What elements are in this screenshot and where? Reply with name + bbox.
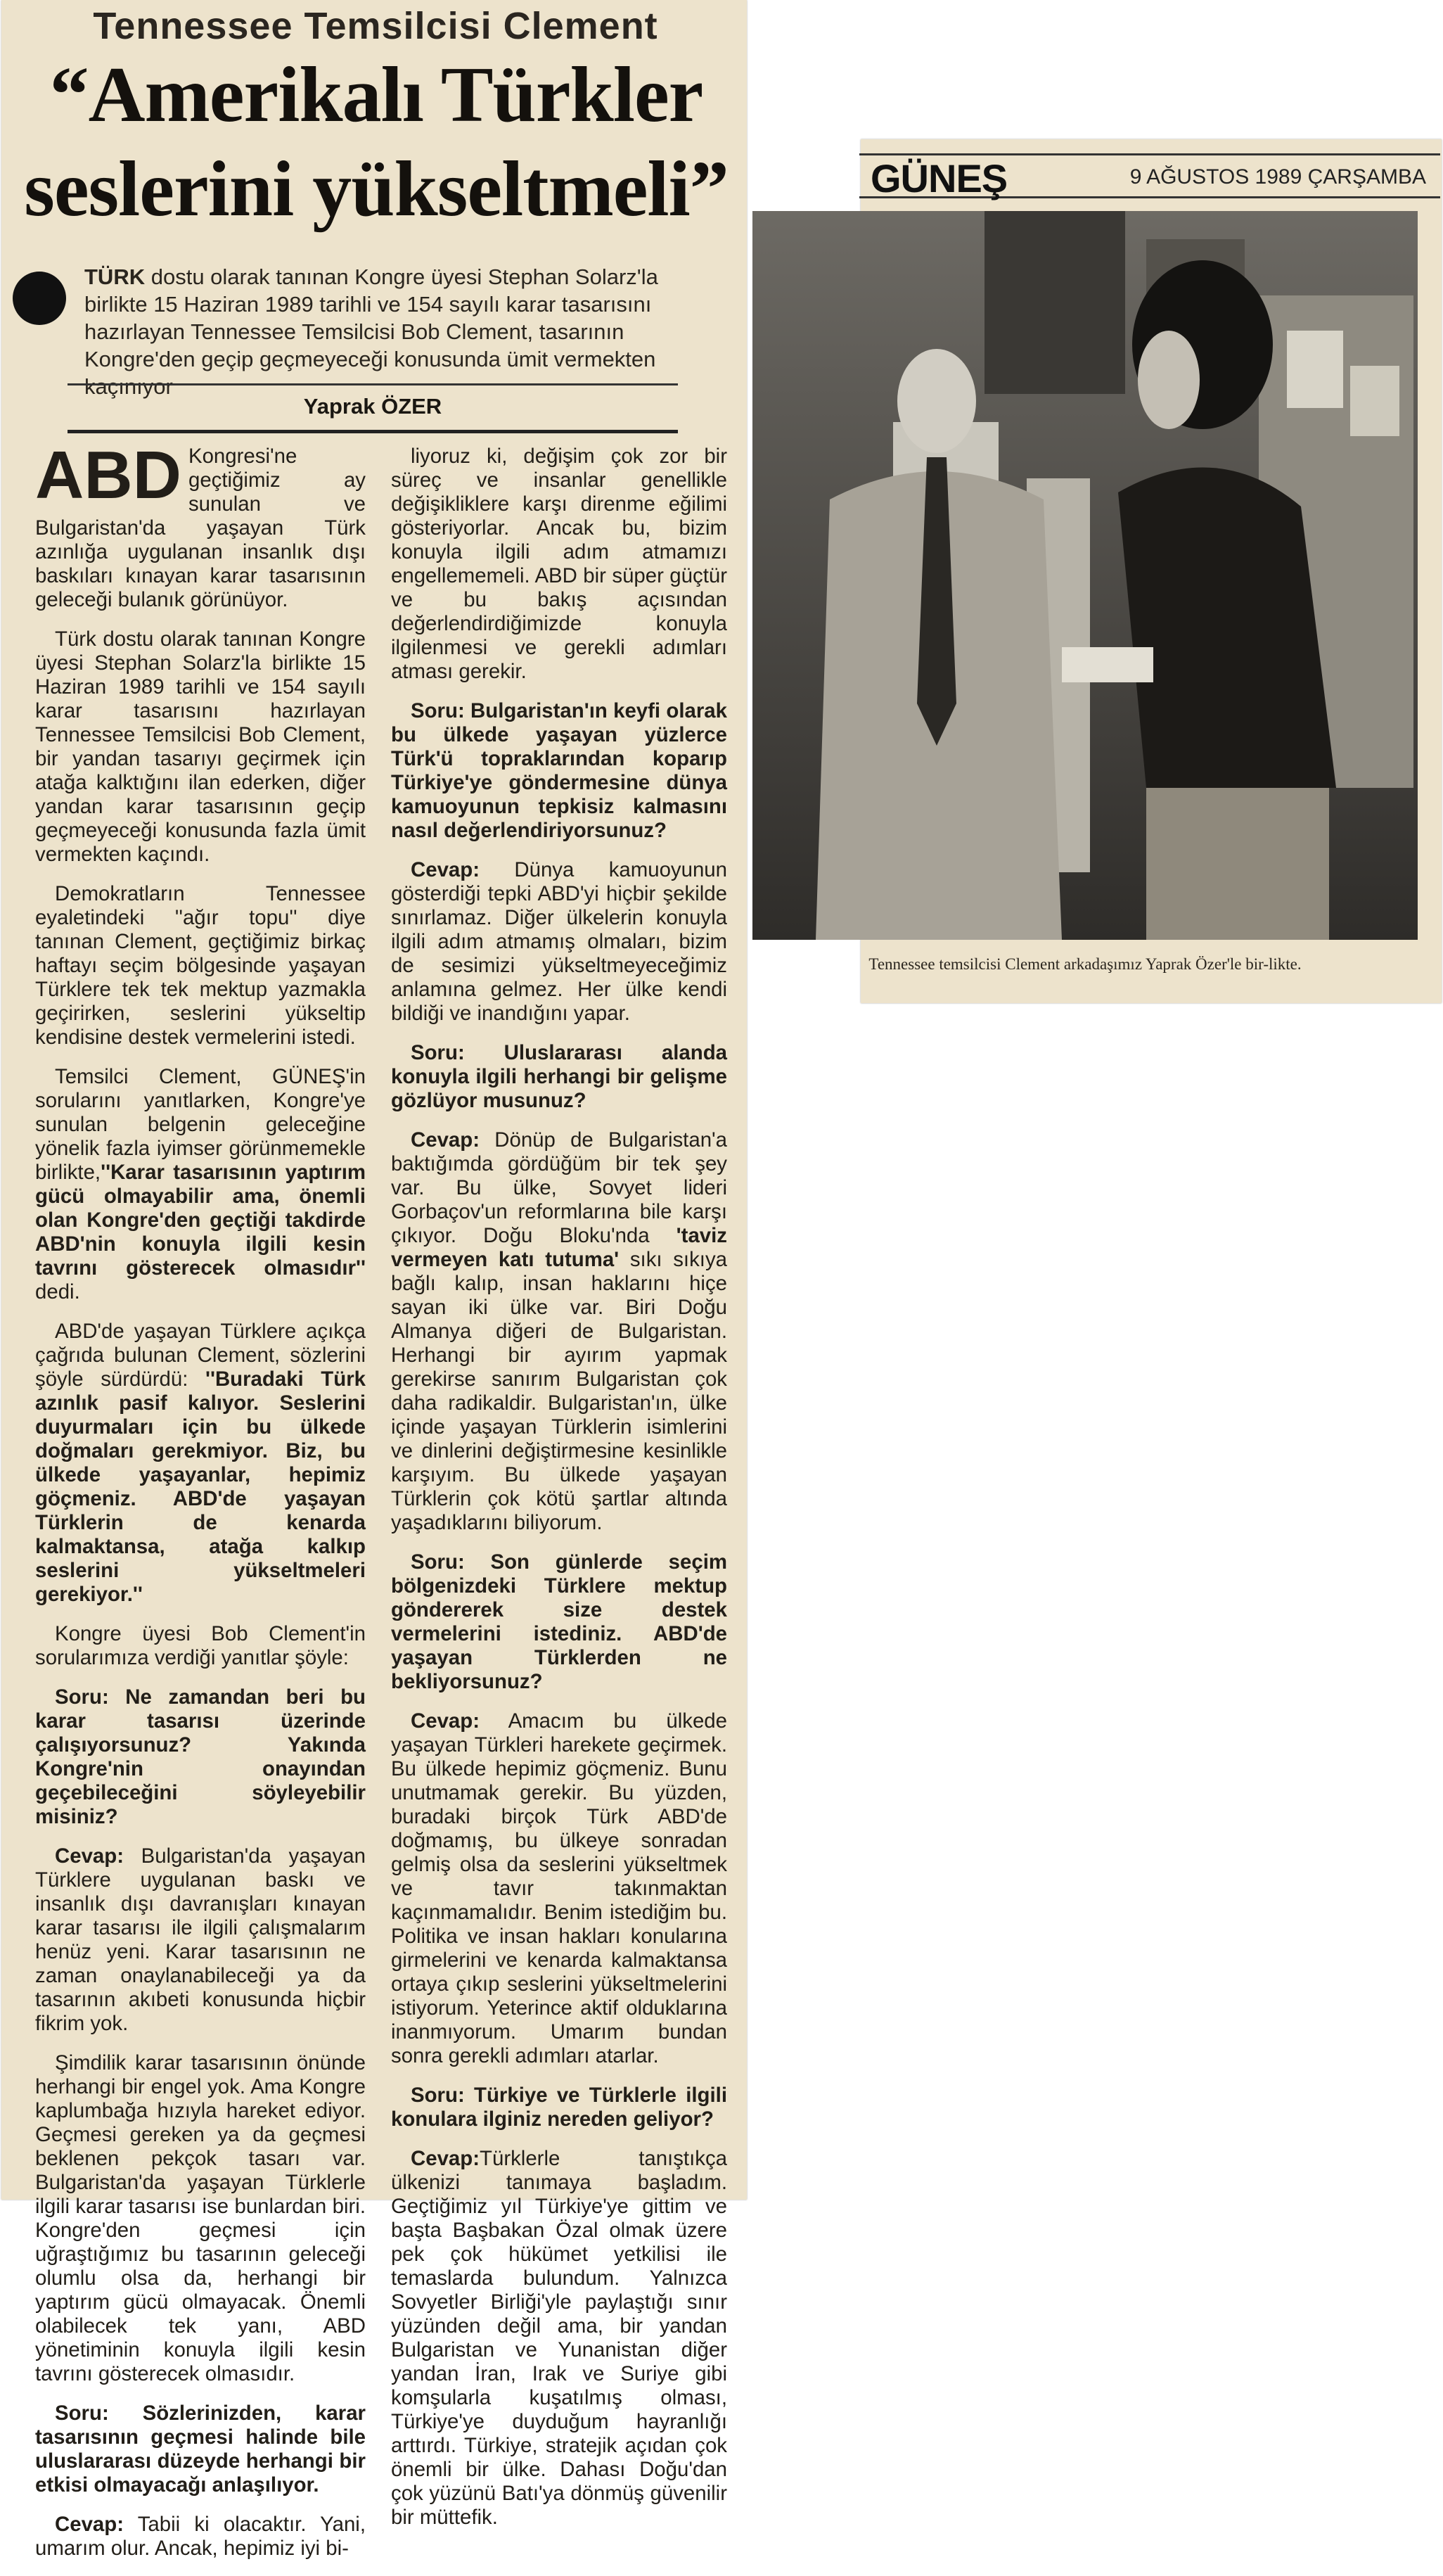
quote-text: ''Karar tasarısının yaptırım gücü olmayabilir ama, önemli olan Kongre'den geçtiği takdirde ABD'nin konuyla ilgili kesin tavrını gösterecek olmasıdır'' [35, 1161, 366, 1280]
question-paragraph [391, 1041, 727, 1113]
paragraph-text: Amacım bu ülkede yaşayan Türkleri harekete geçirmek. Bu ülkede hepimiz göçmeniz. Bunu unutmamak gerekir. Bu yüzden, buradaki birçok Türk ABD'de doğmamış, bu ülkeye sonradan gelmiş olsa da seslerini yükseltmek ve tavır takınmaktan kaçınmamalıdır. Benim istediğim bu. Politika ve insan hakları konularına girmelerini ve kenarda kalmaktansa ortaya çıkıp seslerini yükseltmelerini istiyorum. Yeterince aktif olduklarına inanmıyorum. Umarım bundan sonra gerekli adımları atarlar. [391, 1709, 727, 2067]
quote-text: 'taviz vermeyen katı tutuma' [391, 1224, 727, 1271]
article-paragraph [35, 1320, 366, 1607]
lead-paragraph [84, 263, 682, 400]
newspaper-masthead [859, 153, 1440, 198]
newspaper-logo: GÜNEŞ [871, 156, 1008, 200]
book-cover [1350, 366, 1399, 436]
paragraph-text: Kongresi'ne geçtiğimiz ay sunulan ve Bulgaristan'da yaşayan Türk azınlığa uygulanan insanlık dışı baskıları kınayan karar tasarısının geleceği bulanık görünüyor. [35, 445, 366, 611]
kicker-headline: Tennessee Temsilcisi Clement [93, 5, 658, 47]
book-in-hand [1062, 647, 1153, 682]
headline-line-2: seslerini yükseltmeli” [24, 146, 729, 233]
question-text: Soru: Ne zamandan beri bu karar tasarısı üzerinde çalışıyorsunuz? Yakında Kongre'nin onayından geçebileceğini söyleyebilir misiniz? [35, 1685, 366, 1828]
paragraph-text: Türk dostu olarak tanınan Kongre üyesi Stephan Solarz'la birlikte 15 Haziran 1989 tarihli ve 154 sayılı karar tasarısını hazırlayan Tennessee Temsilcisi Bob Clement, bir yandan tasarıyı geçirmek için atağa kalktığını ilan ederken, diğer yandan karar tasarısının geçip geçmeyeceği konusunda fazla ümit vermekten kaçındı. [35, 627, 366, 866]
paragraph-text: Dönüp de Bulgaristan'a baktığımda gördüğüm bir tek şey var. Bu ülke, Sovyet lideri Gorbaçov'un reformlarına bile karşı çıkıyor. Doğu Bloku'nda [391, 1128, 727, 1247]
paragraph-text: dedi. [35, 1280, 80, 1303]
divider [68, 383, 678, 385]
article-paragraph [35, 882, 366, 1050]
answer-label: Cevap: [411, 1709, 480, 1733]
question-text: Soru: Sözlerinizden, karar tasarısının geçmesi halinde bile uluslararası düzeyde herhangi bir etkisi olmayacağı anlaşılıyor. [35, 2402, 366, 2497]
paragraph-text: ABD'de yaşayan Türklere açıkça çağrıda bulunan Clement, sözlerini şöyle sürdürdü: [35, 1320, 366, 1391]
question-paragraph [35, 1685, 366, 1829]
question-text: Soru: Bulgaristan'ın keyfi olarak bu ülkede yaşayan yüzlerce Türk'ü topraklarından koparıp Türkiye'ye göndermesine dünya kamuoyunun tepkisiz kalmasını nasıl değerlendiriyorsunuz? [391, 699, 727, 842]
photo-caption: Tennessee temsilcisi Clement arkadaşımız Yaprak Özer'le bir-likte. [868, 955, 1302, 973]
article-paragraph [391, 2147, 727, 2530]
article-paragraph [35, 2513, 366, 2561]
byline: Yaprak ÖZER [303, 394, 442, 419]
lead-text: dostu olarak tanınan Kongre üyesi Stephan Solarz'la birlikte 15 Haziran 1989 tarihli ve 154 sayılı karar tasarısını hazırlayan Tennessee Temsilcisi Bob Clement, tasarının Kongre'den geçip geçmeyeceği konusunda ümit vermekten kaçınıyor [84, 264, 658, 399]
answer-label: Cevap: [411, 858, 480, 881]
question-paragraph [391, 699, 727, 843]
woman-skirt [1146, 788, 1329, 940]
divider-thick [68, 430, 678, 433]
article-paragraph [35, 438, 366, 612]
article-paragraph [35, 1622, 366, 1670]
question-paragraph [391, 2084, 727, 2131]
main-headline [14, 48, 738, 236]
paragraph-text: Dünya kamuoyunun gösterdiği tepki ABD'yi hiçbir şekilde sınırlamaz. Diğer ülkelerin konuyla ilgili adım atmamış olmaları, bizim de sesimizi yükseltmeyeceğimiz anlamına gelmez. Her ülke kendi bildiği ve inandığını yapar. [391, 858, 727, 1025]
article-column-right [391, 445, 727, 2545]
paragraph-text: Şimdilik karar tasarısının önünde herhangi bir engel yok. Ama Kongre kaplumbağa hızıyla hareket ediyor. Geçmesi gereken ya da geçmesi beklenen pekçok tasarı var. Bulgaristan'da yaşayan Türklerle ilgili karar tasarısı ise bunlardan biri. Kongre'den geçmesi için uğraştığımız bu tasarının geleceği olumlu olsa da, herhangi bir yaptırım gücü olmayacak. Önemli olabilecek tek yanı, ABD yönetiminin konuyla ilgili kesin tavrını gösterecek olmasıdır. [35, 2051, 366, 2385]
paragraph-text: Temsilci Clement, GÜNEŞ'in sorularını yanıtlarken, Kongre'ye sunulan belgenin geleceğine yönelik fazla iyimser görünmemekle birlikte, [35, 1065, 366, 1184]
lead-first-word: TÜRK [84, 264, 146, 289]
article-paragraph [391, 445, 727, 684]
drop-cap: ABD [35, 438, 181, 513]
answer-label: Cevap: [55, 1844, 124, 1868]
article-paragraph [35, 1844, 366, 2036]
woman-face [1138, 331, 1200, 429]
man-head [897, 349, 976, 453]
headline-line-1: “Amerikalı Türkler [49, 51, 703, 139]
paragraph-text: sıkı sıkıya bağlı kalıp, insan haklarını hiçe sayan iki ülke var. Biri Doğu Almanya diğeri de Bulgaristan. Herhangi bir ayırım yapmak gerekirse sanırım Bulgaristan çok daha radikaldir. Bulgaristan'ın, ülke içinde yaşayan Türklerin isimlerini ve dinlerini değiştirmesine kesinlikle karşıyım. Bu ülkede yaşayan Türklerin çok kötü şartlar altında yaşadıklarını biliyorum. [391, 1248, 727, 1534]
paragraph-text: Kongre üyesi Bob Clement'in sorularımıza verdiği yanıtlar şöyle: [35, 1622, 366, 1669]
answer-label: Cevap: [411, 1128, 480, 1152]
question-text: Soru: Son günlerde seçim bölgenizdeki Türklere mektup göndererek size destek vermelerini istediniz. ABD'de yaşayan Türklerden ne bekliyorsunuz? [391, 1550, 727, 1693]
quote-text: ''Buradaki Türk azınlık pasif kalıyor. Seslerini duyurmaları için bu ülkede doğmaları gerekmiyor. Biz, bu ülkede yaşayanlar, hepimiz göçmeniz. ABD'de yaşayan Türklerin de kenarda kalmaktansa, atağa kalkıp seslerini yükseltmeleri gerekiyor.'' [35, 1367, 366, 1606]
paragraph-text: Demokratların Tennessee eyaletindeki ''ağır topu'' diye tanınan Clement, geçtiğimiz birkaç haftayı seçim bölgesinde yaşayan Türklere tek tek mektup yazmakla geçirirken, seslerini yükseltip kendisine destek vermelerini istedi. [35, 882, 366, 1049]
article-paragraph [391, 858, 727, 1026]
answer-label: Cevap: [55, 2513, 124, 2536]
question-paragraph [391, 1550, 727, 1694]
window-dark [985, 211, 1125, 394]
article-paragraph [391, 1128, 727, 1535]
article-paragraph [391, 1709, 727, 2068]
question-paragraph [35, 2402, 366, 2497]
article-paragraph [35, 2051, 366, 2386]
paragraph-text: liyoruz ki, değişim çok zor bir süreç ve insanlar genellikle değişikliklere karşı direnme eğilimi gösteriyorlar. Ancak bu, bizim konuyla ilgili adım atmamızı engellememeli. ABD bir süper güçtür ve bu bakış açısından değerlendirdiğimizde konuyla ilgilenmesi ve gerekli adımları atması gerekir. [391, 445, 727, 683]
bullet-icon [13, 272, 66, 325]
question-text: Soru: Uluslararası alanda konuyla ilgili herhangi bir gelişme gözlüyor musunuz? [391, 1041, 727, 1112]
news-photo [752, 211, 1418, 940]
dateline: 9 AĞUSTOS 1989 ÇARŞAMBA [1129, 165, 1426, 189]
article-paragraph [35, 1065, 366, 1304]
question-text: Soru: Türkiye ve Türklerle ilgili konulara ilginiz nereden geliyor? [391, 2084, 727, 2131]
paragraph-text: Türklerle tanıştıkça ülkenizi tanımaya başladım. Geçtiğimiz yıl Türkiye'ye gittim ve başta Başbakan Özal olmak üzere pek çok hükümet yetkilisi ile temaslarda bulundum. Yalnızca Sovyetler Birliği'yle paylaştığı sınır yüzünden değil ama, bir yandan Bulgaristan ve Yunanistan diğer yandan İran, Irak ve Suriye gibi komşularla kuşatılmış olması, Türkiye'ye duyduğum hayranlığı arttırdı. Türkiye, stratejik açıdan çok önemli bir ülke. Dahası Doğu'dan çok yüzünü Batı'ya dönmüş güvenilir bir müttefik. [391, 2147, 727, 2529]
article-column-left [35, 438, 366, 2576]
article-paragraph [35, 627, 366, 867]
paragraph-text: Tabii ki olacaktır. Yani, umarım olur. Ancak, hepimiz iyi bi- [35, 2513, 366, 2560]
answer-label: Cevap: [411, 2147, 480, 2170]
book-cover [1287, 331, 1343, 408]
paragraph-text: Bulgaristan'da yaşayan Türklere uygulanan baskı ve insanlık dışı davranışları kınayan karar tasarısı ile ilgili çalışmalarım henüz yeni. Karar tasarısının ne zaman onaylanabileceği ya da tasarının akıbeti konusunda hiçbir fikrim yok. [35, 1844, 366, 2035]
